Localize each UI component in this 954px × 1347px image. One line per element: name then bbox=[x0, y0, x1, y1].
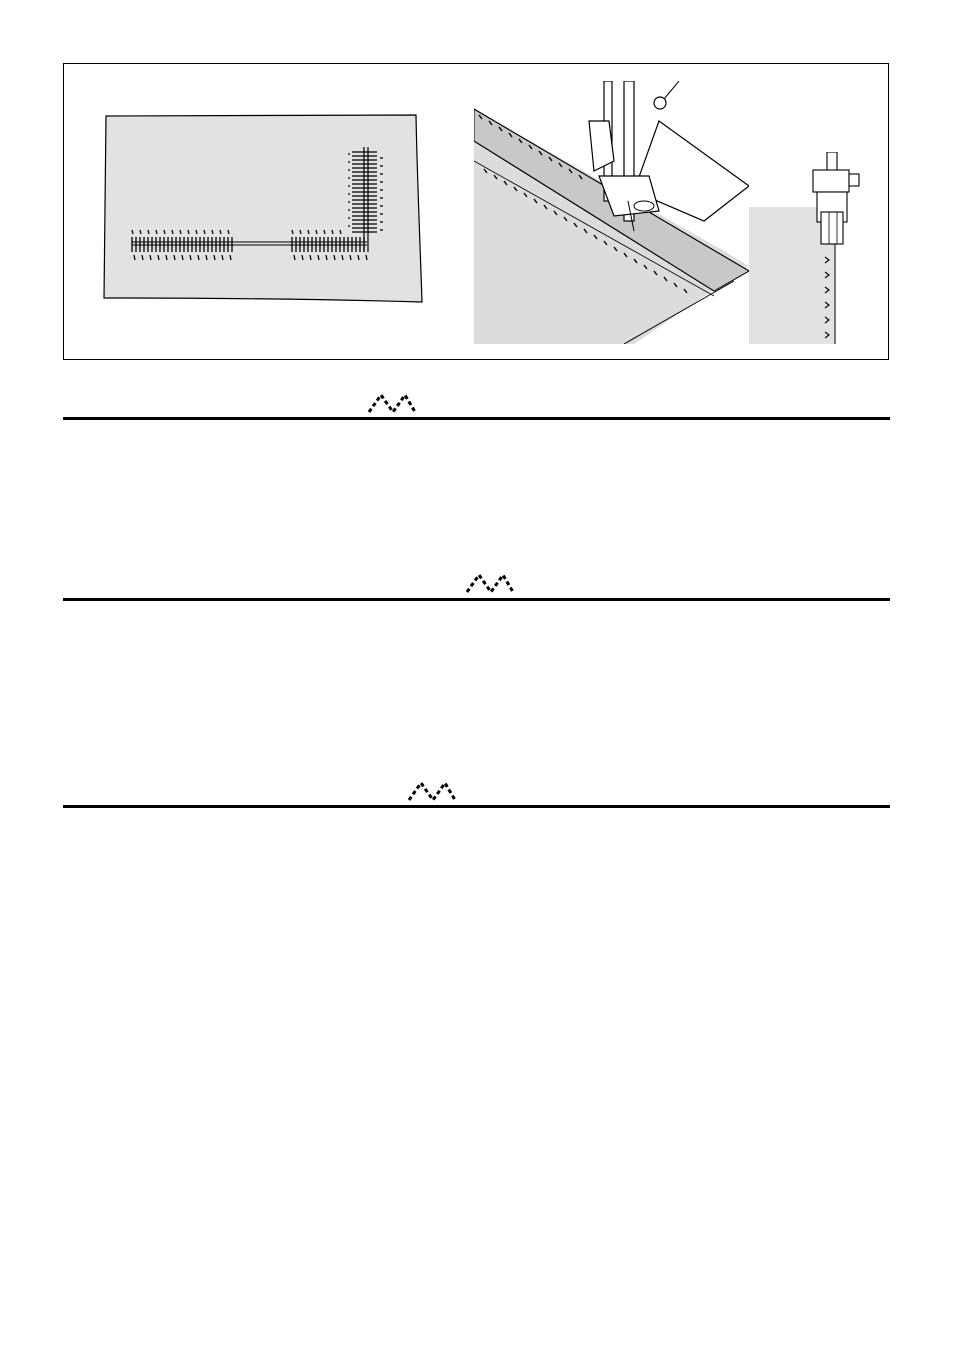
section-rule bbox=[63, 417, 890, 420]
fabric-repair-illustration-icon bbox=[102, 112, 427, 307]
section-rule bbox=[63, 805, 890, 808]
illustration-frame bbox=[63, 63, 889, 360]
triple-zigzag-stitch-icon bbox=[407, 780, 457, 802]
presser-foot-illustration-icon bbox=[474, 81, 749, 344]
triple-zigzag-stitch-icon bbox=[465, 572, 515, 594]
triple-zigzag-stitch-icon bbox=[367, 392, 417, 414]
presser-foot-side-illustration-icon bbox=[749, 152, 867, 344]
section-rule bbox=[63, 598, 890, 601]
